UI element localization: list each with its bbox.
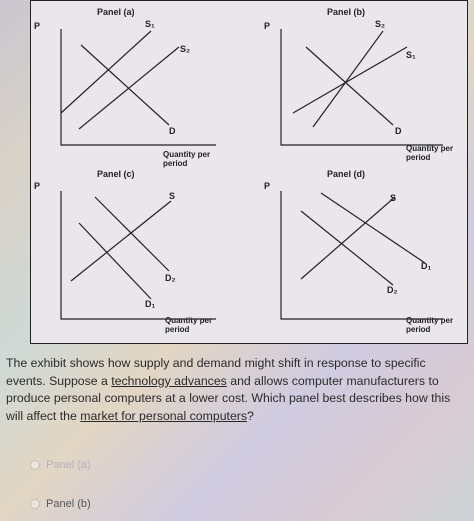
panel-c-axes: [61, 191, 216, 319]
panel-a-d-curve: [81, 45, 169, 125]
panel-c-s-label: S: [169, 191, 176, 201]
panel-a-s1-label: S₁: [145, 19, 155, 29]
panel-d-d1-curve: [321, 193, 425, 263]
radio-icon[interactable]: [30, 460, 40, 470]
question-part-3: ?: [247, 408, 254, 423]
panel-d-axes: [281, 191, 443, 319]
panel-a-title: Panel (a): [97, 7, 135, 17]
exhibit-figure: [30, 0, 468, 344]
panel-b-title: Panel (b): [327, 7, 366, 17]
panel-b-s1-curve: [293, 47, 407, 113]
panel-c-d2-curve: [95, 197, 169, 271]
panel-d-x-label-2: period: [406, 325, 431, 334]
panel-d-d1-label: D₁: [421, 261, 432, 271]
panel-a-s1-curve: [61, 31, 151, 113]
panel-a-axes: [61, 29, 216, 145]
panel-c-p-label: P: [34, 181, 41, 191]
panel-b-s1-label: S₁: [406, 50, 416, 60]
market-link[interactable]: market for personal computers: [80, 408, 248, 423]
panel-b-x-label-1: Quantity per: [406, 144, 454, 153]
panel-a-p-label: P: [34, 21, 41, 31]
panel-a-d-label: D: [169, 126, 176, 136]
panel-c-d2-label: D₂: [165, 273, 176, 283]
option-panel-a-label: Panel (a): [46, 459, 91, 471]
option-panel-b-label: Panel (b): [46, 498, 91, 510]
question-part-2: and allows computer manufacturers to produce personal computers at a lower cost. Which panel best describes how this will affect the: [6, 373, 451, 423]
panel-d-x-label-1: Quantity per: [406, 316, 454, 325]
panel-d-d2-curve: [301, 211, 393, 285]
panel-b-s2-curve: [313, 31, 383, 127]
question-text: [6, 355, 468, 425]
panel-d-s-curve: [301, 197, 395, 279]
panel-c-x-label-1: Quantity per: [165, 316, 213, 325]
panel-d-s-label: S: [390, 193, 397, 203]
panel-b-d-label: D: [395, 126, 402, 136]
question-part-1: The exhibit shows how supply and demand might shift in response to specific events. Suppose a: [6, 356, 426, 388]
panel-b-s2-label: S₂: [375, 19, 386, 29]
supply-demand-panels: [31, 1, 469, 345]
panel-c-s-curve: [71, 201, 171, 281]
option-panel-a[interactable]: [30, 459, 91, 471]
panel-c-title: Panel (c): [97, 169, 135, 179]
option-panel-b[interactable]: [30, 498, 91, 510]
panel-c-d1-label: D₁: [145, 299, 156, 309]
panel-b-axes: [281, 29, 443, 145]
panel-c-x-label-2: period: [165, 325, 190, 334]
panel-b-x-label-2: period: [406, 153, 431, 162]
panel-d-d2-label: D₂: [387, 285, 398, 295]
technology-advances-link[interactable]: technology advances: [111, 373, 227, 388]
radio-icon[interactable]: [30, 499, 40, 509]
panel-a-s2-label: S₂: [180, 44, 191, 54]
panel-b-d-curve: [306, 47, 393, 125]
panel-d-title: Panel (d): [327, 169, 366, 179]
panel-c-d1-curve: [79, 223, 151, 299]
panel-a-x-label-2: period: [163, 159, 188, 168]
panel-d-p-label: P: [264, 181, 271, 191]
panel-a-x-label-1: Quantity per: [163, 150, 211, 159]
panel-b-p-label: P: [264, 21, 271, 31]
